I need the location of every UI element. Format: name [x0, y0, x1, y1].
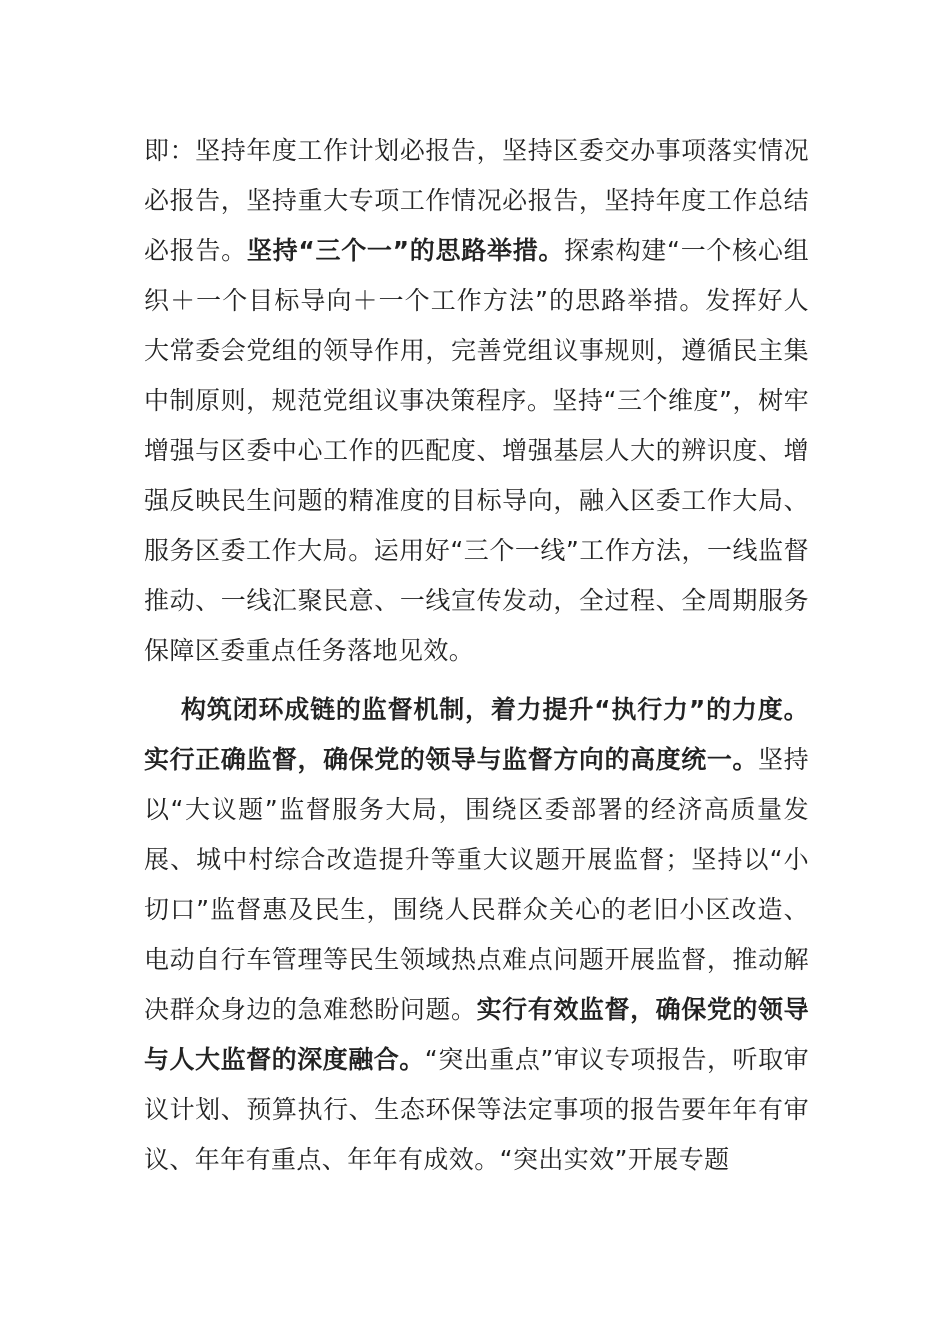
paragraph-1-heading-bold: 坚持“三个一”的思路举措。	[246, 236, 565, 265]
paragraph-2-text-b: “突出重点”审议专项报告，听取审议计划、预算执行、生态环保等法定事项的报告要年年有审议、年年有重点、年年有成效。“突出实效”开展专题	[144, 1045, 809, 1174]
paragraph-2	[144, 685, 809, 1185]
paragraph-1-text-b: 探索构建“一个核心组织＋一个目标导向＋一个工作方法”的思路举措。发挥好人大常委会党组的领导作用，完善党组议事规则，遵循民主集中制原则，规范党组议事决策程序。坚持“三个维度”，树牢增强与区委中心工作的匹配度、增强基层人大的辨识度、增强反映民生问题的精准度的目标导向，融入区委工作大局、服务区委工作大局。运用好“三个一线”工作方法，一线监督推动、一线汇聚民意、一线宣传发动，全过程、全周期服务保障区委重点任务落地见效。	[144, 236, 809, 665]
paragraph-1	[144, 126, 809, 676]
paragraph-1-text-a: 即：坚持年度工作计划必报告，坚持区委交办事项落实情况必报告，坚持重大专项工作情况必报告，坚持年度工作总结必报告。	[144, 136, 809, 265]
paragraph-2-heading-bold: 构筑闭环成链的监督机制，着力提升“执行力”的力度。实行正确监督，确保党的领导与监督方向的高度统一。	[144, 695, 809, 774]
paragraph-2-text-a: 坚持以“大议题”监督服务大局，围绕区委部署的经济高质量发展、城中村综合改造提升等重大议题开展监督；坚持以“小切口”监督惠及民生，围绕人民群众关心的老旧小区改造、电动自行车管理等民生领域热点难点问题开展监督，推动解决群众身边的急难愁盼问题。	[144, 745, 809, 1024]
paragraph-2-subheading-bold: 实行有效监督，确保党的领导与人大监督的深度融合。	[144, 995, 809, 1074]
